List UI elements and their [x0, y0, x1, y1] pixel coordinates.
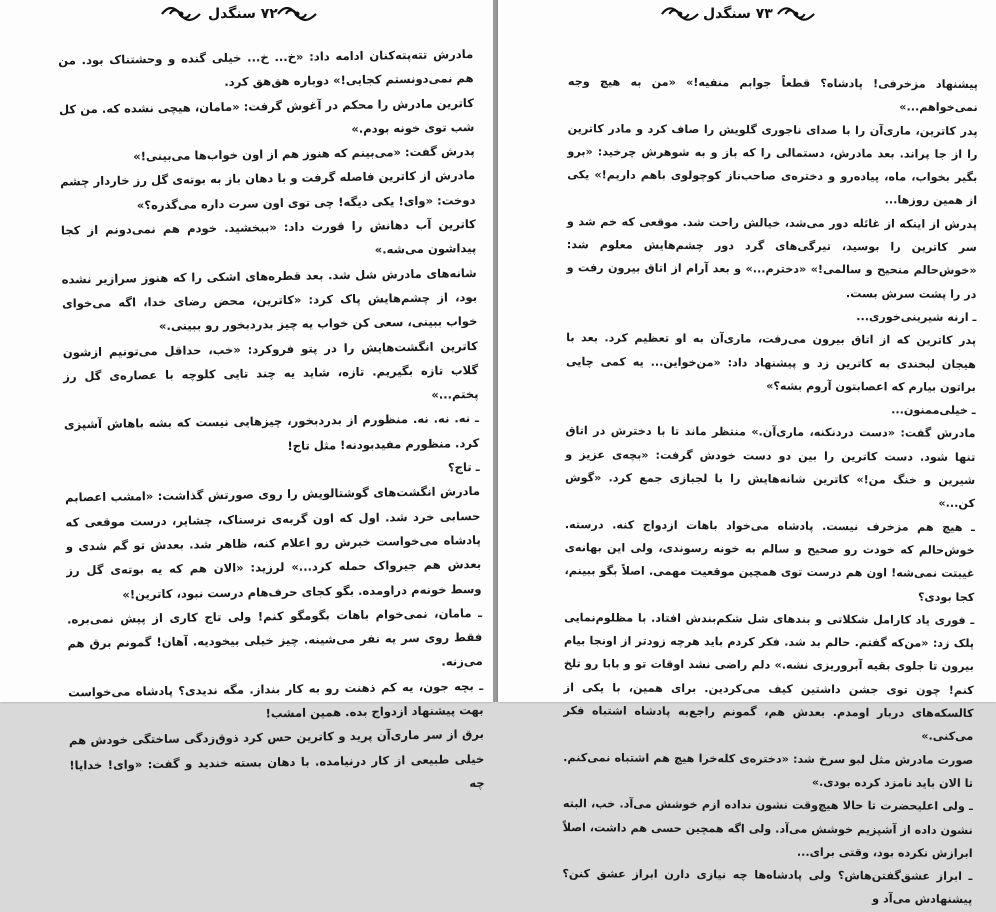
paragraph: ـ ولی اعلیحضرت تا حالا هیچ‌وقت نشون نداده ازم خوشش می‌آد. خب، البته نشون داده از آشپزیم خوشش می‌آد. ولی اگه همچین حسی هم داشت، اصلاً ابرازش نکرده بود، وقتی برای... [562, 797, 973, 860]
paragraph: صورت مادرش مثل لبو سرخ شد: «دختره‌ی کله‌خرا هیچ هم اشتباه نمی‌کنم. تا الان باید نامزد کرده بودی.» [563, 750, 974, 790]
paragraph: کاترین مادرش را محکم در آغوش گرفت: «مامان، هیچی نشده که. من کل شب توی خونه بودم.» [58, 95, 475, 136]
ornament-left-icon [660, 4, 700, 24]
left-page-header [0, 2, 493, 28]
paragraph: کاترین آب دهانش را قورت داد: «ببخشید. خودم هم نمی‌دونم از کجا پیداشون می‌شه.» [60, 217, 477, 257]
page-number-title: ۷۳ سنگدل [703, 6, 773, 22]
paragraph: پدرش گفت: «می‌بینم که هنوز هم از اون خواب‌ها می‌بینی!» [133, 144, 475, 164]
left-page-body [58, 42, 485, 802]
paragraph: مادرش تته‌پته‌کنان ادامه داد: «خ... خ... خیلی گنده و وحشتناک بود. من هم نمی‌دونستم کجایی!» دوباره هق‌هق کرد. [58, 46, 474, 90]
paragraph: پیشنهاد مزخرفی! پادشاه؟ قطعاً جوابم منفیه!» «من به هیچ وجه نمی‌خواهم...» [567, 75, 978, 115]
paragraph: مادرش انگشت‌های گوشتالویش را روی صورتش گذاشت: «امشب اعصابم حسابی خرد شد. اول که اون گربه‌ی ترسناک، چشایر، درست موقعی که پادشاه می‌خواست خبرش رو اعلام کنه، ظاهر شد. بعدش تو گم شدی و بعدش هم جیرواک حمله کرد...» لرزید: «الان هم که یه بوته‌ی گل رز وسط خونه‌م دراومده. بگو کجای حرف‌هام درست نبود، کاترین!» [64, 484, 482, 602]
paragraph: ـ هیچ هم مزخرف نیست. پادشاه می‌خواد باهات ازدواج کنه. درسته. خوش‌حالم که خودت رو صحیح و سالم به خونه رسوندی، ولی این بهانه‌ی غیبتت نمی‌شه! اون هم درست توی همچین موقعیت مهمی. اصلاً بگو ببینم، کجا بودی؟ [564, 517, 975, 604]
paragraph: ـ خیلی‌ممنون... [891, 403, 976, 418]
paragraph: مادرش از کاترین فاصله گرفت و با دهان باز به بوته‌ی گل رز خاردار چشم دوخت: «وای! یکی دیگه! چی توی اون سرت داره می‌گذره؟» [60, 168, 476, 213]
paragraph: ـ نه. نه. نه. منظورم از بدردبخور، چیزهایی نیست که بشه باهاش آشپزی کرد. منظورم مفیدبودنه! مثل تاج! [63, 411, 480, 453]
paragraph: پدرش از اینکه از غائله دور می‌شد، خیالش راحت شد. موقعی که خم شد و سر کاترین را بوسید، تیرگی‌های گرد دور چشم‌هایش معلوم شد: «خوش‌حالم منحیح و سالمی!» «دخترم...» و بعد آرام از اتاق بیرون رفت و در را پشت سرش بست. [566, 214, 977, 301]
paragraph: ـ بچه جون، یه کم ذهنت رو به کار بنداز. مگه ندیدی؟ پادشاه می‌خواست بهت پیشنهاد ازدواج بده. همین امشب! [68, 678, 484, 721]
ornament-left-icon [160, 4, 202, 24]
paragraph: مادرش گفت: «دست دردنکنه، ماری‌آن.» منتظر ماند تا با دخترش در اتاق تنها شود. دست کاترین را بین دو دست خودش گرفت: «بچه‌ی عزیز و شیرین و خنگ من!» کاترین شانه‌هایش را با لجبازی جمع کرد. «گوش کن...» [565, 424, 976, 511]
ornament-right-icon [276, 4, 318, 24]
paragraph: برق از سر ماری‌آن پرید و کاترین حس کرد ذوق‌زدگی ساختگی خودش هم خیلی طبیعی از کار درنیامده. با دهان بسته خندید و گفت: «وای! خدایا! چه [68, 727, 485, 791]
paragraph: ـ ارنه شیرینی‌خوری‌... [856, 310, 977, 324]
right-page-header [498, 2, 996, 28]
paragraph: شانه‌های مادرش شل شد. بعد قطره‌های اشکی را که هنوز سرازیر نشده بود، از چشم‌هایش پاک کرد: «کاترین، محض رضای خدا، اگه می‌خوای خواب ببینی، سعی کن خواب یه چیز بدردبخور رو ببینی.» [61, 265, 478, 334]
paragraph: پدر کاترین، ماری‌آن را با صدای ناجوری گلویش را صاف کرد و مادر کاترین را از جا پراند. بعد مادرش، دستمالی را که باز و به شوهرش چرخید: «برو بگیر بخواب، ماه، پیاده‌رو و دختره‌ی صاحب‌ناز کوچولوی‌ باهم داریم!» یکی از همین روزها... [567, 121, 978, 208]
right-page-body [562, 70, 978, 912]
paragraph: ـ مامان، نمی‌خوام باهات بگومگو کنم! ولی تاج کاری از پیش نمی‌بره. فقط روی سر یه نفر می‌شینه. چیز خیلی بیخودیه. آهان! گمونم برق هم می‌زنه. [66, 605, 483, 669]
paragraph: ـ فوری یاد کارامل شکلاتی و بندهای شل شکم‌بندش افتاد. با مظلوم‌نمایی پلک زد: «من‌که گفتم. حالم بد شد. فکر کردم باید هرچه زودتر از اونجا بیام بیرون تا جلوی بقیه آبروریزی نشه.» دلم راضی نشد اوقات تو و بابا رو تلخ کنم! چون توی جشن داشتین کیف می‌کردین. برای همین، با یکی از کالسکه‌های دربار اومدم. بعدش هم، گمونم راجع‌به پادشاه اشتباه فکر می‌کنی.» [563, 610, 975, 744]
paragraph: ـ ابراز عشق‌گفتن‌هاش؟ ولی پادشاه‌ها چه نیازی دارن ابراز عشق کنن؟ پیشنهادش می‌آد و [562, 867, 973, 907]
page-number-title: ۷۲ سنگدل [208, 6, 278, 22]
paragraph: ـ تاج؟ [447, 459, 480, 475]
left-page [0, 0, 493, 791]
paragraph: کاترین انگشت‌هایش را در پتو فروکرد: «خب، حداقل می‌تونیم ازشون گلاب تازه بگیریم. تازه، شاید یه چند تایی کلوچه با عصاره‌ی گل رز پختم...» [62, 338, 479, 402]
right-page [498, 0, 996, 907]
paragraph: پدر کاترین که از اتاق بیرون می‌رفت، ماری‌آن به او تعظیم کرد. بعد با هیجان لبخندی به کاترین زد و پیشنهاد داد: «من‌خواین... یه کمی چایی براتون بیارم که اعصابتون آروم بشه؟» [565, 331, 977, 394]
ornament-right-icon [776, 4, 816, 24]
